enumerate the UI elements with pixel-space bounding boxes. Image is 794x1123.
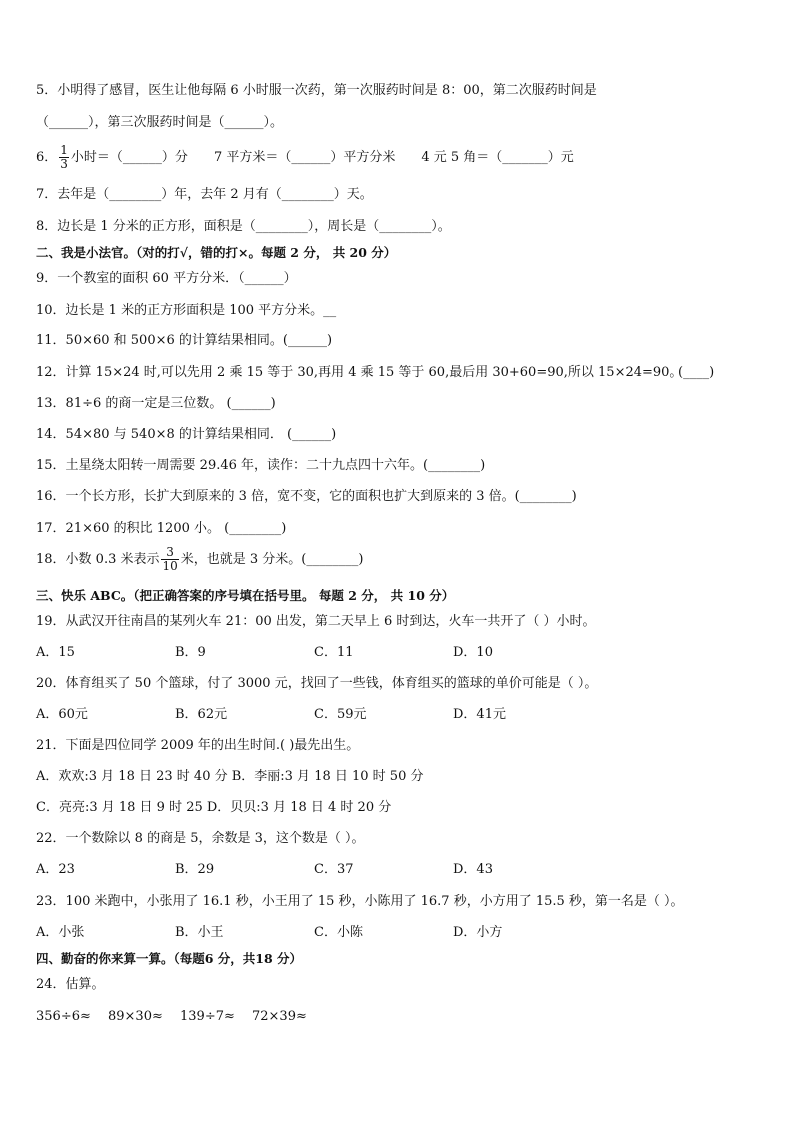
q6-fraction [59,144,69,171]
q20-option-b: B．62元 [175,707,228,722]
q12-text: 12．计算 15×24 时,可以先用 2 乘 15 等于 30,再用 4 乘 15 等于 60,最后用 30+60=90,所以 15×24=90。 [36,365,683,380]
q18-part2: 米，也就是 3 分米。(________) [180,552,364,567]
q6-number: 6． [36,150,58,165]
q21-text: 21．下面是四位同学 2009 年的出生时间.( )最先出生。 [36,738,360,753]
q19-option-a: A．15 [36,645,75,660]
q13: 13．81÷6 的商一定是三位数。 (______) [36,396,276,411]
section-3-heading: 三、快乐 ABC。（把正确答案的序号填在括号里。 每题 2 分， 共 10 分） [36,588,455,603]
q22-text: 22．一个数除以 8 的商是 5，余数是 3，这个数是（ ）。 [36,831,365,846]
q7: 7．去年是（________）年，去年 2 月有（________）天。 [36,187,373,202]
q5-line2: （______），第三次服药时间是（______）。 [36,115,284,130]
q18-fraction [161,546,178,573]
q22-option-c: C．37 [314,862,354,877]
q24-item-4: 72×39≈ [252,1009,307,1024]
q22-option-a: A．23 [36,862,75,877]
q12-blank: (____) [678,365,715,380]
q17: 17．21×60 的积比 1200 小。 (________) [36,521,287,536]
q6-frac-numerator: 1 [60,143,68,157]
q15: 15．土星绕太阳转一周需要 29.46 年，读作：二十九点四十六年。(________) [36,458,486,473]
q11: 11．50×60 和 500×6 的计算结果相同。(______) [36,333,333,348]
q6-part3: 4 元 5 角＝（_______）元 [421,150,574,165]
q20-option-d: D．41元 [453,707,506,722]
q19-text: 19．从武汉开往南昌的某列火车 21：00 出发，第二天早上 6 时到达，火车一共开了（ ）小时。 [36,614,596,629]
q24-item-2: 89×30≈ [108,1009,163,1024]
q18-frac-denominator: 10 [162,559,178,573]
q18-frac-numerator: 3 [161,546,178,560]
section-4-heading: 四、勤奋的你来算一算。（每题6 分，共18 分） [36,951,303,966]
q23-option-d: D．小方 [453,925,503,940]
q23-option-c: C．小陈 [314,925,363,940]
q22-option-b: B．29 [175,862,215,877]
q6-part2: 7 平方米＝（______）平方分米 [213,150,396,165]
q23-text: 23．100 米跑中，小张用了 16.1 秒，小王用了 15 秒，小陈用了 16.7 秒，小方用了 15.5 秒，第一名是（ ）。 [36,894,684,909]
q5-line1: 5．小明得了感冒，医生让他每隔 6 小时服一次药，第一次服药时间是 8：00，第二次服药时间是 [36,83,597,98]
q9: 9．一个教室的面积 60 平方分米．（______） [36,271,297,286]
q19-option-c: C．11 [314,645,354,660]
q8: 8．边长是 1 分米的正方形，面积是（________），周长是（________）。 [36,219,451,234]
q24-text: 24．估算。 [36,977,105,992]
q23-option-b: B．小王 [175,925,224,940]
q21-options-row2: C．亮亮:3 月 18 日 9 时 25 D．贝贝:3 月 18 日 4 时 20 分 [36,800,392,815]
q18-line [36,545,363,575]
q24-item-3: 139÷7≈ [180,1009,235,1024]
q19-option-d: D．10 [453,645,493,660]
q22-option-d: D．43 [453,862,493,877]
q6-line [36,144,574,172]
q20-option-a: A．60元 [36,707,88,722]
section-2-heading: 二、我是小法官。（对的打√，错的打×。每题 2 分， 共 20 分） [36,245,397,260]
q10: 10．边长是 1 米的正方形面积是 100 平方分米。__ [36,303,337,318]
q6-frac-denominator: 3 [60,157,68,171]
q16: 16．一个长方形，长扩大到原来的 3 倍，宽不变，它的面积也扩大到原来的 3 倍。(________) [36,489,577,504]
q20-option-c: C．59元 [314,707,367,722]
q21-options-row1: A．欢欢:3 月 18 日 23 时 40 分 B．李丽:3 月 18 日 10 时 50 分 [36,769,424,784]
q23-option-a: A．小张 [36,925,85,940]
q14: 14．54×80 与 540×8 的计算结果相同． (______) [36,427,337,442]
q6-part1: 小时＝（______）分 [70,150,188,165]
q20-text: 20．体育组买了 50 个篮球，付了 3000 元，找回了一些钱，体育组买的篮球的单价可能是（ ）。 [36,676,598,691]
q18-part1: 18．小数 0.3 米表示 [36,552,160,567]
q24-item-1: 356÷6≈ [36,1009,91,1024]
q19-option-b: B．9 [175,645,206,660]
